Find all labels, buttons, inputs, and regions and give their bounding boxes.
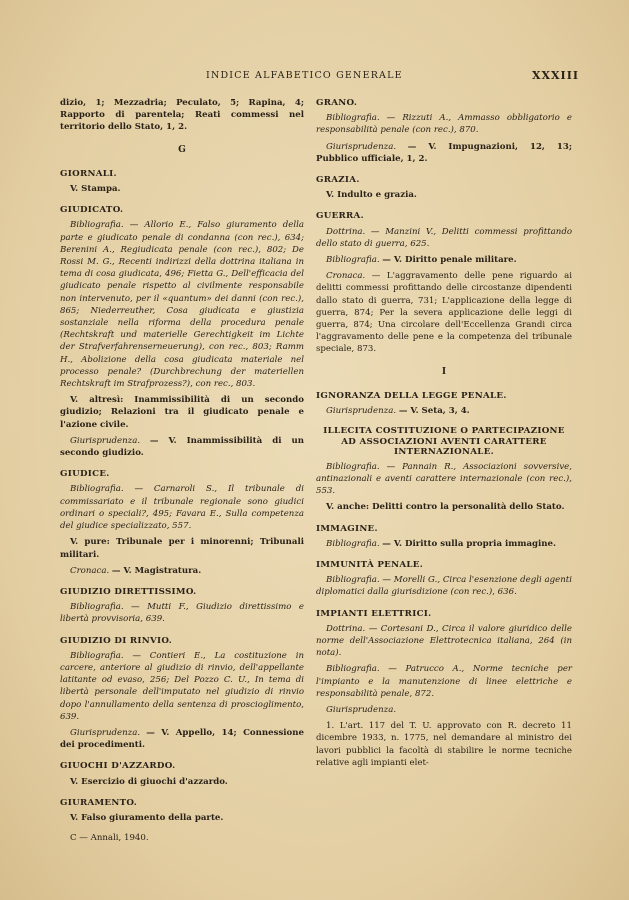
entry-title-illecita-costituzione: ILLECITA COSTITUZIONE O PARTECIPAZIONE AD ASSOCIAZIONI AVENTI CARATTERE INTERNAZIONALE. bbox=[323, 426, 565, 458]
entry-dottrina: Dottrina. — Cortesani D., Circa il valore giuridico delle norme dell'Associazione Elettrotecnica italiana, 264 (in nota). bbox=[316, 623, 573, 659]
entry-giurisprudenza-label: Giurisprudenza. bbox=[326, 705, 397, 716]
entry-altresi: V. altresì: Inammissibilità di un secondo giudizio; Relazioni tra il giudicato penale e l'azione civile. bbox=[60, 395, 304, 430]
entry-ref: V. Indulto e grazia. bbox=[326, 190, 417, 201]
entry-title-ignoranza: IGNORANZA DELLA LEGGE PENALE. bbox=[316, 390, 507, 401]
entry-title-giudizio-di-rinvio: GIUDIZIO DI RINVIO. bbox=[60, 635, 173, 646]
entry-bibliografia: Bibliografia. — Pannain R., Associazioni sovversive, antinazionali e aventi carattere internazionale (con rec.), 553. bbox=[316, 461, 573, 497]
page-number: XXXIII bbox=[531, 69, 579, 82]
entry-title-immunita: IMMUNITÀ PENALE. bbox=[316, 559, 424, 570]
continuation-text: dizio, 1; Mezzadria; Peculato, 5; Rapina, 4; Rapporto di parentela; Reati commessi nel territorio dello Stato, 1, 2. bbox=[60, 98, 304, 133]
entry-ref: V. Falso giuramento della parte. bbox=[70, 812, 224, 823]
left-column bbox=[60, 97, 304, 848]
entry-title-grazia: GRAZIA. bbox=[316, 175, 360, 186]
entry-giurisprudenza-text: 1. L'art. 117 del T. U. approvato con R. decreto 11 dicembre 1933, n. 1775, nel demandare al ministro dei lavori pubblici la facoltà di stabilire le norme tecniche relative agli impianti elet- bbox=[316, 721, 572, 768]
entry-bibliografia: Bibliografia. — Mutti F., Giudizio direttissimo e libertà provvisoria, 639. bbox=[60, 602, 304, 625]
entry-bibliografia: Bibliografia. — Patrucco A., Norme tecniche per l'impianto e la manutenzione di linee elettriche e responsabilità penale, 872. bbox=[316, 664, 573, 699]
header-title: INDICE ALFABETICO GENERALE bbox=[206, 70, 403, 81]
entry-title-giuramento: GIURAMENTO. bbox=[60, 797, 138, 808]
entry-pure: V. pure: Tribunale per i minorenni; Tribunali militari. bbox=[60, 537, 304, 560]
entry-title-grano: GRANO. bbox=[316, 98, 358, 108]
entry-giurisprudenza: Giurisprudenza. — V. Seta, 3, 4. bbox=[326, 406, 470, 417]
entry-title-giudicato: GIUDICATO. bbox=[60, 205, 124, 216]
entry-dottrina: Dottrina. — Manzini V., Delitti commessi profittando dello stato di guerra, 625. bbox=[316, 226, 572, 249]
entry-giurisprudenza: Giurisprudenza. — V. Impugnazioni, 12, 13; Pubblico ufficiale, 1, 2. bbox=[316, 141, 572, 164]
entry-cronaca: Cronaca. — V. Magistratura. bbox=[70, 565, 202, 576]
entry-title-impianti-elettrici: IMPIANTI ELETTRICI. bbox=[316, 608, 432, 619]
entry-title-guerra: GUERRA. bbox=[316, 211, 364, 222]
right-column bbox=[316, 97, 572, 773]
entry-title-giuochi-azzardo: GIUOCHI D'AZZARDO. bbox=[60, 761, 176, 772]
entry-title-giornali: GIORNALI. bbox=[60, 168, 117, 179]
entry-bibliografia: Bibliografia. — V. Diritto sulla propria immagine. bbox=[326, 538, 557, 549]
entry-giurisprudenza: Giurisprudenza. — V. Appello, 14; Connessione dei procedimenti. bbox=[60, 727, 304, 751]
entry-giurisprudenza: Giurisprudenza. — V. Inammissibilità di un secondo giudizio. bbox=[60, 435, 304, 459]
letter-heading-i: I bbox=[441, 366, 447, 377]
entry-title-giudice: GIUDICE. bbox=[60, 469, 110, 480]
signature-footer: C — Annali, 1940. bbox=[70, 833, 149, 844]
entry-bibliografia: Bibliografia. — V. Diritto penale militare. bbox=[326, 255, 517, 266]
entry-ref: V. Stampa. bbox=[70, 184, 121, 195]
running-header bbox=[0, 70, 629, 84]
entry-bibliografia: Bibliografia. — Morelli G., Circa l'esenzione degli agenti diplomatici dalla giurisdizione (con rec.), 636. bbox=[316, 575, 573, 598]
entry-cronaca: Cronaca. — L'aggravamento delle pene riguardo ai delitti commessi profittando delle circostanze dipendenti dallo stato di guerra, 731; L'applicazione della legge di guerra, 874; Per la severa applicazione delle leggi di guerra, 874; Una circolare dell'Eccellenza Grandi circa l'aggravamento delle pene e la competenza del tribunale speciale, 873. bbox=[316, 271, 572, 355]
entry-anche: V. anche: Delitti contro la personalità dello Stato. bbox=[326, 502, 565, 513]
letter-heading-g: G bbox=[178, 144, 186, 155]
entry-title-giudizio-direttissimo: GIUDIZIO DIRETTISSIMO. bbox=[60, 586, 197, 597]
entry-bibliografia: Bibliografia. — Carnaroli S., Il tribunale di commissariato e il tribunale regionale sono giudici ordinari o speciali?, 495; Favara E., Sulla competenza del giudice specializzato, 557. bbox=[60, 484, 304, 532]
entry-bibliografia: Bibliografia. — Allorio E., Falso giuramento della parte e giudicato penale di condanna (con rec.), 634; Berenini A., Regiudicata penale (con rec.), 802; De Rossi M. G., Recenti indirizzi della dottrina italiana in tema di cosa giudicata, 496; Fietta G., Dell'efficacia del giudicato penale rispetto al civilmente responsabile non intervenuto, per il «quantum» dei danni (con rec.), 865; Niederreuther, Cosa giudicata e giustizia sostanziale nella riforma della procedura penale (Rechtskraft und materielle Gerechtigkeit im Lichte der Strafverfahrenserneuerung), con rec., 803; Ramm H., Abolizione della cosa giudicata materiale nel processo penale? (Durchbrechung der materiellen Rechtskraft im Strafprozess?), con rec., 803. bbox=[60, 220, 304, 390]
entry-title-immagine: IMMAGINE. bbox=[316, 523, 378, 534]
entry-bibliografia: Bibliografia. — Contieri E., La costituzione in carcere, anteriore al giudizio di rinvio, dell'appellante latitante od evaso, 256; Del Pozzo C. U., In tema di libertà personale dell'imputato nel giudizio di rinvio dopo l'annullamento della sentenza di proscioglimento, 639. bbox=[60, 650, 304, 722]
entry-bibliografia: Bibliografia. — Rizzuti A., Ammasso obbligatorio e responsabilità penale (con rec.), 870. bbox=[316, 113, 572, 136]
entry-ref: V. Esercizio di giuochi d'azzardo. bbox=[70, 776, 228, 787]
